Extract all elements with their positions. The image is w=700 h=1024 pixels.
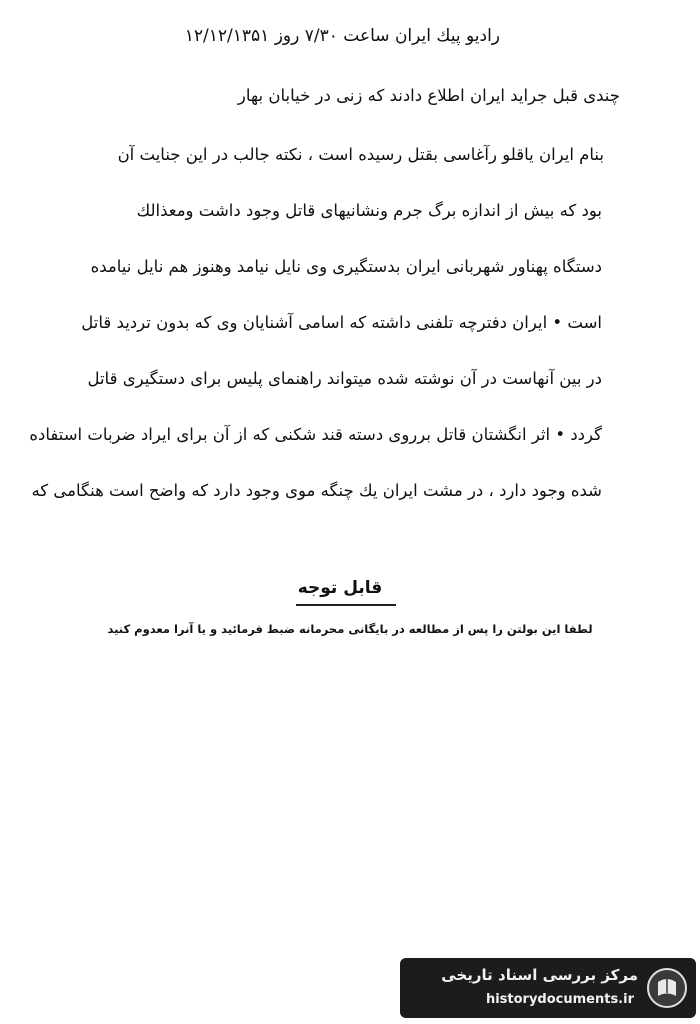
body-line: در بين آنهاست در آن نوشته شده ميتواند راهنمای پليس برای دستگيری قاتل [87, 369, 602, 388]
body-line: بود كه بيش از اندازه برگ جرم ونشانيهای قاتل وجود داشت ومعذالك [136, 201, 602, 220]
body-line: دستگاه پهناور شهربانی ايران بدستگيری وی نايل نيامد وهنوز هم نايل نيامده [90, 257, 602, 276]
notice-underline [296, 604, 396, 606]
body-line: بنام ايران ياقلو رآغاسی بقتل رسيده است ، نكته جالب در اين جنايت آن [117, 145, 604, 164]
notice-text: لطفا اين بولتن را پس از مطالعه در بايگانی محرمانه ضبط فرمائيد و يا آنرا معدوم كنيد [107, 622, 593, 636]
body-line: گردد • اثر انگشتان قاتل برروی دسته قند شكنی كه از آن برای ايراد ضربات استفاده [29, 425, 602, 444]
archive-logo-icon [646, 966, 688, 1010]
footer-url: historydocuments.ir [485, 992, 634, 1007]
watermark-footer [400, 958, 696, 1018]
body-line: شده وجود دارد ، در مشت ايران يك چنگه موی وجود دارد كه واضح است هنگامی كه [31, 481, 602, 500]
notice-title: قابل توجه [297, 578, 383, 598]
footer-organization-name: مرکز بررسی اسناد تاریخی [441, 966, 638, 984]
body-line: چندی قبل جرايد ايران اطلاع دادند كه زنی در خيابان بهار [237, 86, 620, 105]
body-line: است • ايران دفترچه تلفنی داشته كه اسامی آشنايان وی كه بدون ترديد قاتل [81, 313, 602, 332]
document-header: راديو پيك ايران ساعت ۷/۳۰ روز ۱۲/۱۲/۱۳۵۱ [184, 26, 500, 46]
